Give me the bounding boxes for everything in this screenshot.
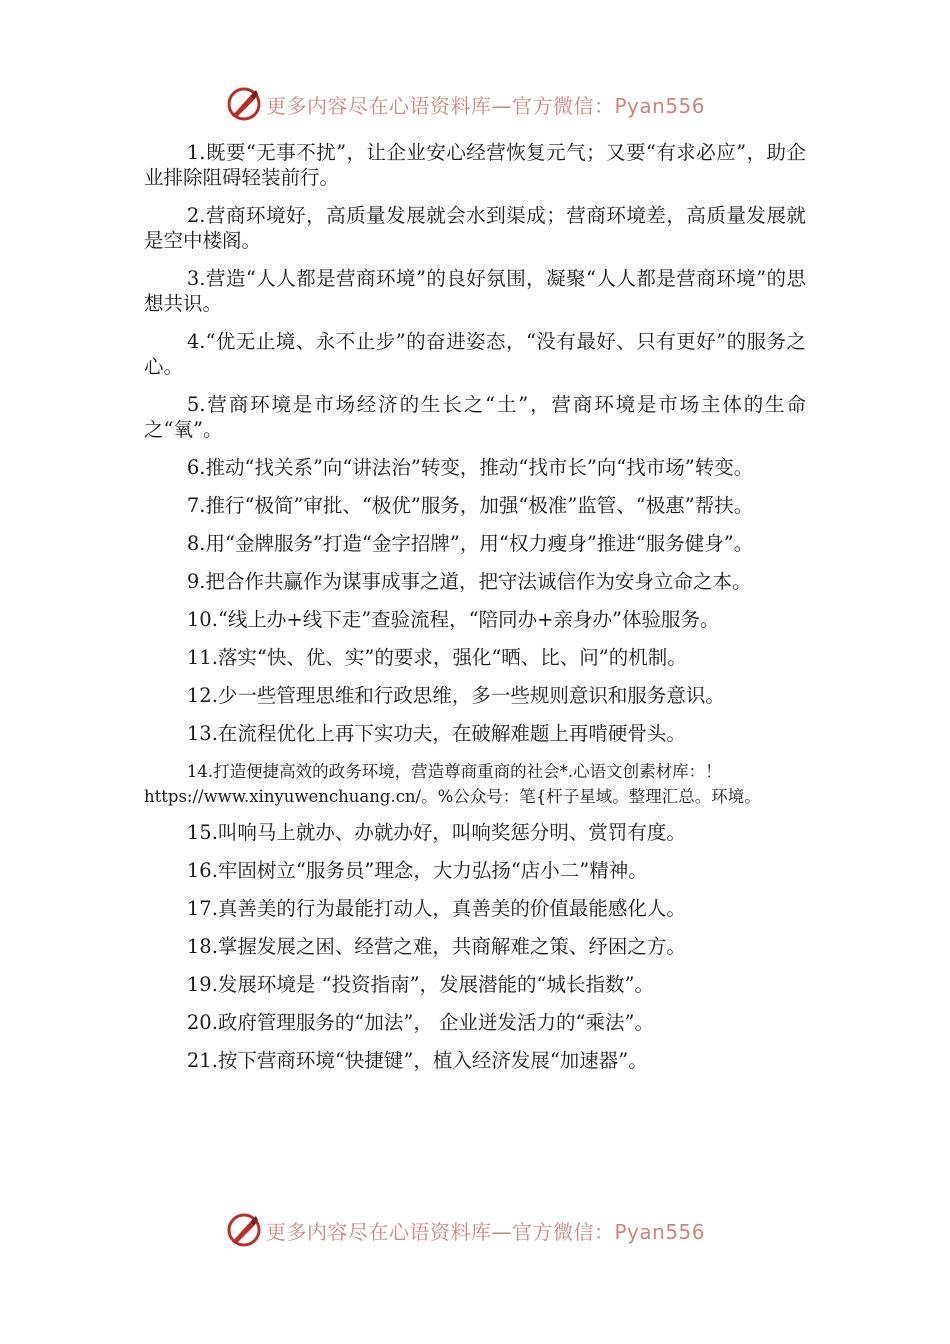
- item-18: 18.掌握发展之困、经营之难，共商解难之策、纾困之方。: [186, 935, 686, 958]
- document-body: [144, 140, 806, 1086]
- item-16: 16.牢固树立“服务员”理念，大力弘扬“店小二”精神。: [186, 859, 648, 882]
- item-17: 17.真善美的行为最能打动人，真善美的价值最能感化人。: [186, 897, 686, 920]
- item-7: 7.推行“极简”审批、“极优”服务，加强“极准”监管、“极惠”帮扶。: [186, 494, 754, 517]
- item-20: 20.政府管理服务的“加法”， 企业迸发活力的“乘法”。: [186, 1011, 654, 1034]
- item-19: 19.发展环境是 “投资指南”，发展潜能的“城长指数”。: [186, 973, 654, 996]
- footer-banner: [226, 1210, 705, 1250]
- item-3: 3.营造“人人都是营商环境”的良好氛围，凝聚“人人都是营商环境”的思想共识。: [144, 267, 806, 315]
- item-21: 21.按下营商环境“快捷键”，植入经济发展“加速器”。: [186, 1049, 648, 1072]
- item-11: 11.落实“快、优、实”的要求，强化“晒、比、问”的机制。: [186, 646, 687, 669]
- item-6: 6.推动“找关系”向“讲法治”转变，推动“找市长”向“找市场”转变。: [186, 456, 754, 479]
- banner-text: 更多内容尽在心语资料库—官方微信：Pyan556: [266, 1219, 706, 1244]
- item-14-line-1: 14.打造便捷高效的政务环境，营造尊商重商的社会*.心语文创素材库：！: [186, 762, 722, 781]
- item-13: 13.在流程优化上再下实功夫，在破解难题上再啃硬骨头。: [186, 722, 686, 745]
- item-10: 10.“线上办+线下走”查验流程，“陪同办+亲身办”体验服务。: [186, 608, 720, 631]
- pen-nib-logo-icon: [226, 86, 262, 122]
- item-14: [144, 759, 806, 809]
- item-4: 4.“优无止境、永不止步”的奋进姿态，“没有最好、只有更好”的服务之心。: [144, 330, 806, 378]
- item-2: 2.营商环境好，高质量发展就会水到渠成；营商环境差，高质量发展就是空中楼阁。: [144, 204, 806, 252]
- item-12: 12.少一些管理思维和行政思维，多一些规则意识和服务意识。: [186, 684, 725, 707]
- pen-nib-logo-icon: [226, 1212, 262, 1248]
- item-1: 1.既要“无事不扰”，让企业安心经营恢复元气；又要“有求必应”，助企业排除阻碍轻装前行。: [144, 141, 806, 189]
- item-9: 9.把合作共赢作为谋事成事之道，把守法诚信作为安身立命之本。: [186, 570, 752, 593]
- item-5: 5.营商环境是市场经济的生长之“土”，营商环境是市场主体的生命之“氧”。: [144, 393, 806, 441]
- banner-text: 更多内容尽在心语资料库—官方微信：Pyan556: [266, 93, 706, 118]
- item-15: 15.叫响马上就办、办就办好，叫响奖惩分明、赏罚有度。: [186, 821, 686, 844]
- item-14-line-2: https://www.xinyuwenchuang.cn/。%公众号：笔{杆子星域。整理汇总。环境。: [144, 787, 761, 806]
- header-banner: [226, 84, 705, 124]
- item-8: 8.用“金牌服务”打造“金字招牌”，用“权力瘦身”推进“服务健身”。: [186, 532, 754, 555]
